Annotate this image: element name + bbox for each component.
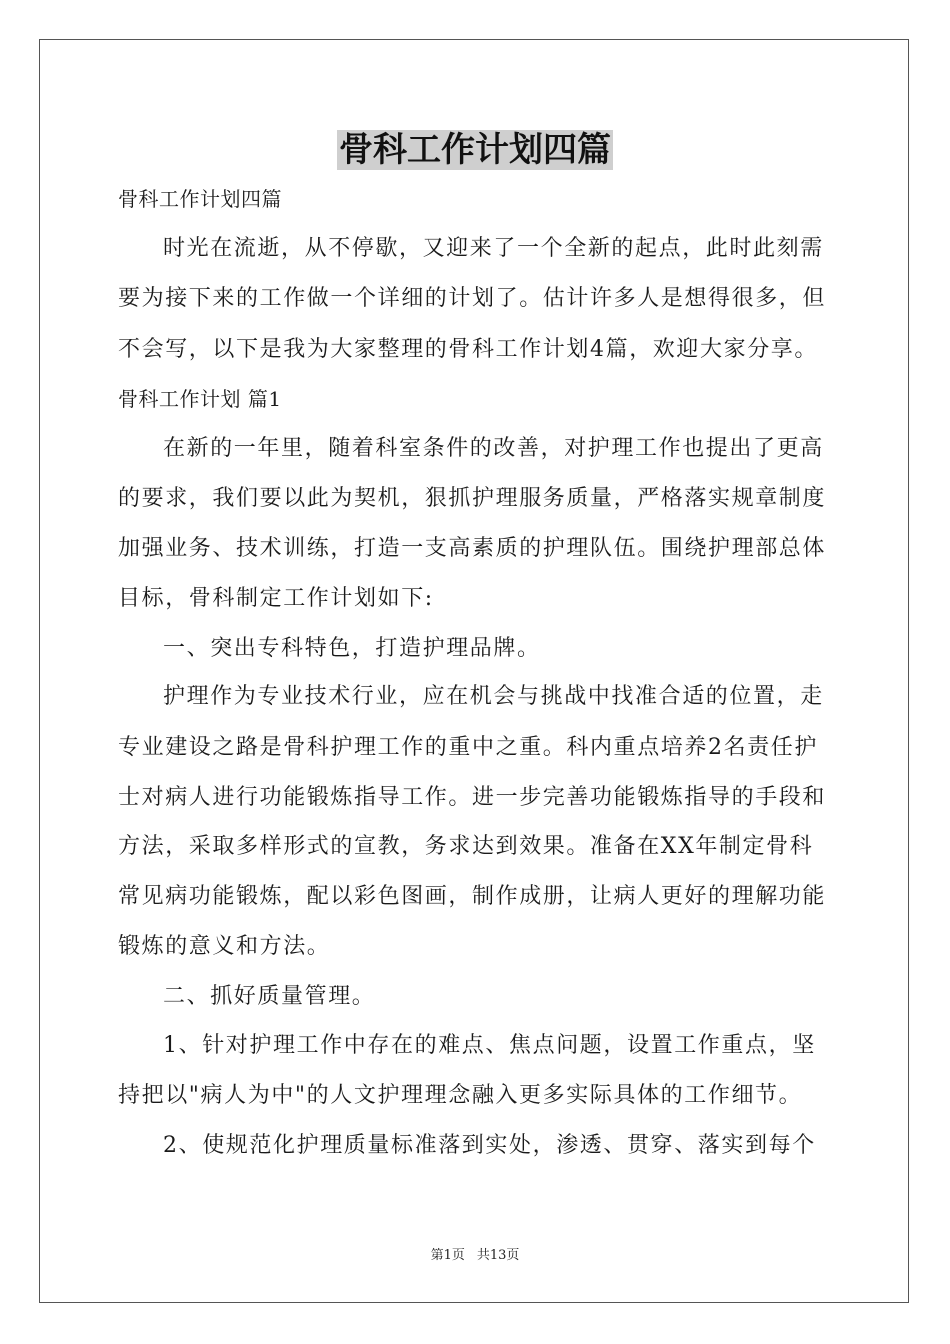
document-title: 骨科工作计划四篇 xyxy=(339,130,611,170)
paragraph-line: 在新的一年里，随着科室条件的改善，对护理工作也提出了更高 xyxy=(163,436,824,461)
paragraph-line: 目标，骨科制定工作计划如下: xyxy=(118,586,434,611)
subtitle-line: 骨科工作计划四篇 xyxy=(118,187,282,211)
paragraph-line: 的要求，我们要以此为契机，狠抓护理服务质量，严格落实规章制度 xyxy=(118,486,827,511)
paragraph-line: 加强业务、技术训练，打造一支高素质的护理队伍。围绕护理部总体 xyxy=(118,536,827,561)
paragraph-line: 士对病人进行功能锻炼指导工作。进一步完善功能锻炼指导的手段和 xyxy=(118,785,827,810)
paragraph-line: 锻炼的意义和方法。 xyxy=(118,934,331,959)
paragraph-line: 专业建设之路是骨科护理工作的重中之重。科内重点培养2名责任护 xyxy=(118,735,818,760)
paragraph-line: 持把以"病人为中"的人文护理理念融入更多实际具体的工作细节。 xyxy=(118,1083,803,1108)
page-number: 第1页 xyxy=(430,1248,465,1263)
page-total: 共13页 xyxy=(476,1248,520,1263)
paragraph-line: 要为接下来的工作做一个详细的计划了。估计许多人是想得很多，但 xyxy=(118,286,827,311)
paragraph-line: 2、使规范化护理质量标准落到实处，渗透、贯穿、落实到每个 xyxy=(163,1133,816,1158)
list-heading: 一、突出专科特色，打造护理品牌。 xyxy=(163,636,541,661)
paragraph-line: 不会写，以下是我为大家整理的骨科工作计划4篇，欢迎大家分享。 xyxy=(118,337,818,362)
page-border xyxy=(39,39,909,1303)
paragraph-line: 方法，采取多样形式的宣教，务求达到效果。准备在XX年制定骨科 xyxy=(118,834,814,859)
paragraph-line: 1、针对护理工作中存在的难点、焦点问题，设置工作重点，坚 xyxy=(163,1033,816,1058)
paragraph-line: 护理作为专业技术行业，应在机会与挑战中找准合适的位置，走 xyxy=(163,684,824,709)
page-footer xyxy=(0,1244,950,1263)
section-heading: 骨科工作计划 篇1 xyxy=(118,387,282,411)
list-heading: 二、抓好质量管理。 xyxy=(163,984,376,1009)
paragraph-line: 时光在流逝，从不停歇，又迎来了一个全新的起点，此时此刻需 xyxy=(163,236,824,261)
paragraph-line: 常见病功能锻炼，配以彩色图画，制作成册，让病人更好的理解功能 xyxy=(118,884,827,909)
